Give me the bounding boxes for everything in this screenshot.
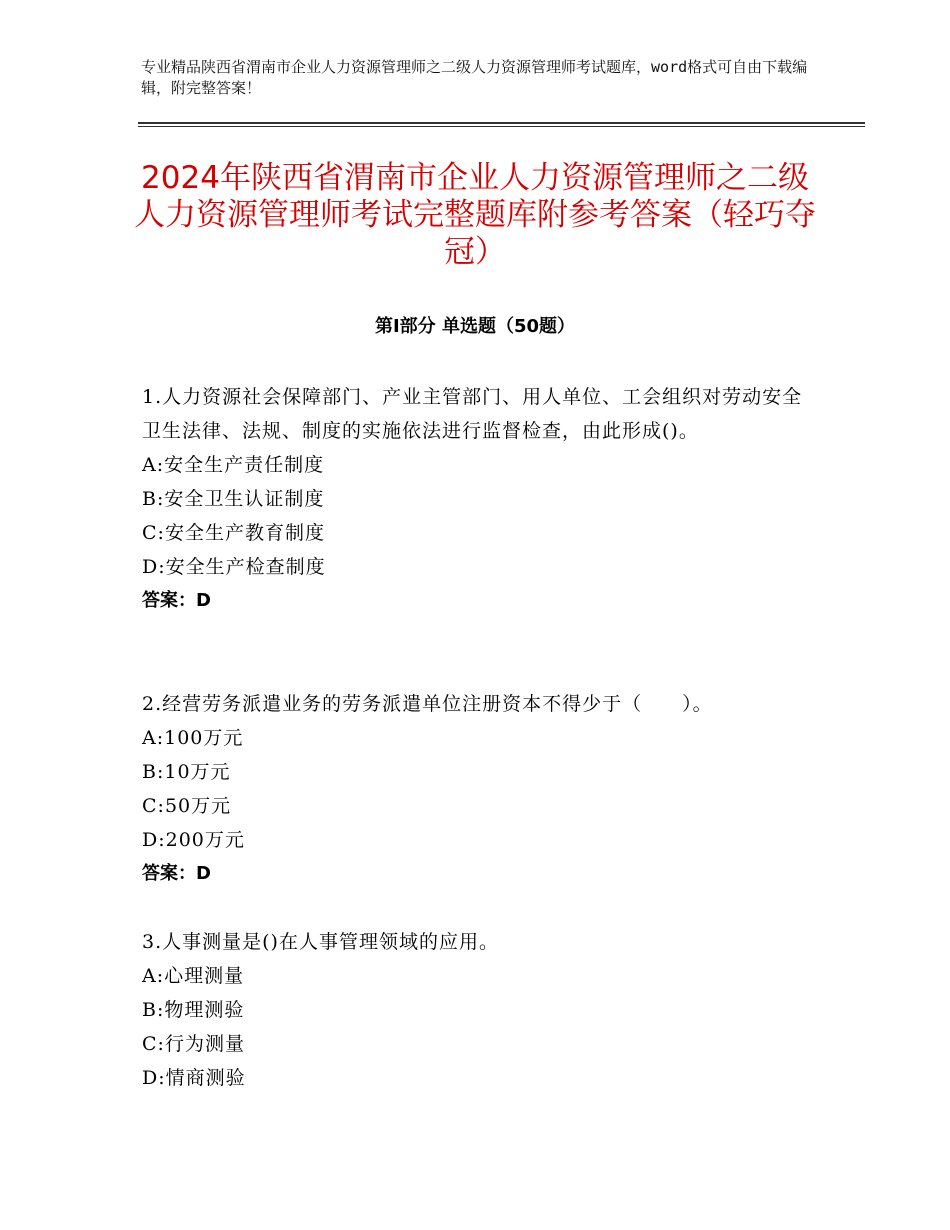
answer-label: 答案：D	[142, 590, 211, 611]
option-d: D:200万元	[142, 829, 245, 851]
question-stem: 2.经营劳务派遣业务的劳务派遣单位注册资本不得少于（ ）。	[142, 693, 713, 715]
option-c: C:行为测量	[142, 1033, 245, 1055]
question-3	[142, 925, 822, 1095]
option-b: B:安全卫生认证制度	[142, 488, 325, 510]
question-2	[142, 687, 822, 891]
header-rule-thick	[138, 122, 865, 124]
section-title: 第Ⅰ部分 单选题（50题）	[374, 316, 575, 337]
option-d: D:情商测验	[142, 1067, 246, 1089]
option-c: C:50万元	[142, 795, 232, 817]
question-1	[142, 380, 822, 618]
header-rule-thin	[138, 126, 865, 127]
document-title: 2024年陕西省渭南市企业人力资源管理师之二级人力资源管理师考试完整题库附参考答案（轻巧夺冠）	[134, 160, 816, 270]
option-a: A:心理测量	[142, 965, 245, 987]
question-stem: 1.人力资源社会保障部门、产业主管部门、用人单位、工会组织对劳动安全卫生法律、法规、制度的实施依法进行监督检查，由此形成()。	[142, 386, 803, 442]
option-c: C:安全生产教育制度	[142, 522, 325, 544]
question-stem: 3.人事测量是()在人事管理领域的应用。	[142, 931, 499, 953]
option-a: A:安全生产责任制度	[142, 454, 325, 476]
option-b: B:物理测验	[142, 999, 245, 1021]
option-b: B:10万元	[142, 761, 231, 783]
option-a: A:100万元	[142, 727, 244, 749]
header-note: 专业精品陕西省渭南市企业人力资源管理师之二级人力资源管理师考试题库，word格式可自由下载编辑，附完整答案！	[141, 58, 808, 97]
answer-label: 答案：D	[142, 863, 211, 884]
option-d: D:安全生产检查制度	[142, 556, 326, 578]
